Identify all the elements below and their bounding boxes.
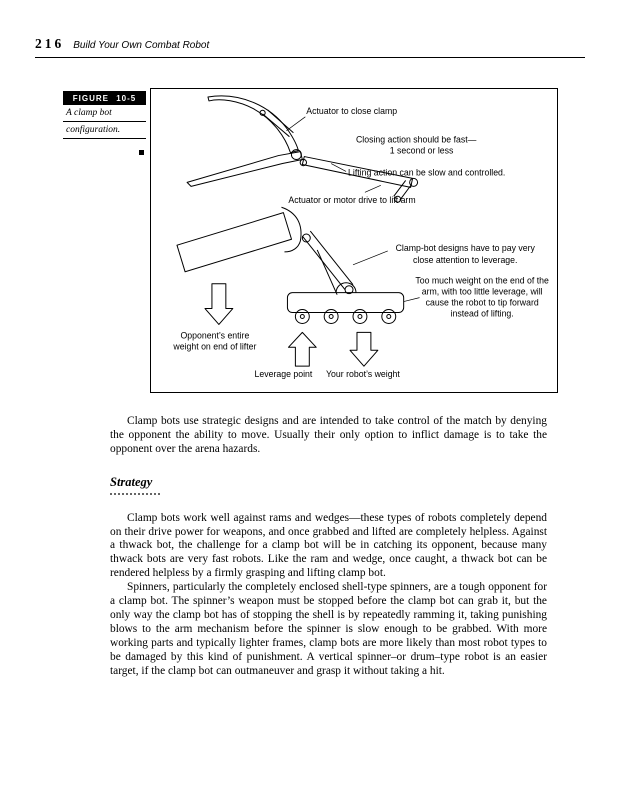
label-robot-weight: Your robot’s weight bbox=[326, 369, 400, 380]
force-arrows bbox=[205, 284, 378, 366]
figure-frame bbox=[150, 88, 558, 393]
label-lifting-action: Lifting action can be slow and controlled. bbox=[348, 167, 506, 178]
label-actuator-lift-arm: Actuator or motor drive to lift arm bbox=[288, 195, 416, 206]
label-leverage-note-line-1: Clamp-bot designs have to pay very bbox=[395, 242, 535, 253]
figure-caption-end bbox=[63, 139, 146, 160]
label-tip-note-line-1: Too much weight on the end of the bbox=[415, 275, 549, 286]
figure-caption-line-2: configuration. bbox=[63, 122, 146, 139]
bottom-leader-lines bbox=[353, 251, 420, 302]
page-number: 216 bbox=[35, 36, 65, 51]
label-closing-action-line-1: Closing action should be fast— bbox=[355, 134, 477, 145]
figure-caption-line-1: A clamp bot bbox=[63, 105, 146, 122]
label-tip-note-line-4: instead of lifting. bbox=[450, 308, 514, 319]
label-leverage-note-line-2: close attention to leverage. bbox=[413, 254, 518, 265]
label-leverage-point: Leverage point bbox=[254, 369, 313, 380]
strategy-heading bbox=[110, 476, 547, 495]
label-opponent-weight-line-2: weight on end of lifter bbox=[173, 341, 257, 352]
strategy-paragraph-1: Clamp bots work well against rams and wedges—these types of robots completely depend on their drive power for weapons, and once grabbed and lifted are completely helpless. Against a thwack bot, the challenge for a clamp bot will be in catching its opponent, because many thwack bots are very fast robots. Like the ram and wedge, once caught, a thwack bot can be rendered helpless by a firmly grasping and lifting clamp bot. bbox=[110, 511, 547, 580]
label-closing-action-line-2: 1 second or less bbox=[389, 145, 454, 156]
running-head bbox=[35, 36, 585, 58]
clamp-bot-diagram bbox=[151, 89, 557, 392]
figure-caption-end-marker bbox=[139, 150, 144, 155]
book-title: Build Your Own Combat Robot bbox=[73, 40, 210, 51]
body-text bbox=[110, 415, 547, 679]
figure-caption-block bbox=[63, 91, 146, 160]
opponent-weight-down-arrow bbox=[205, 284, 233, 325]
figure-label: FIGURE 10-5 bbox=[63, 91, 146, 105]
label-tip-note-line-2: arm, with too little leverage, will bbox=[421, 286, 543, 297]
label-actuator-to-close-clamp: Actuator to close clamp bbox=[306, 105, 398, 116]
intro-paragraph: Clamp bots use strategic designs and are intended to take control of the match by denying the opponent the ability to move. Usually their only option to inflict damage is to take the opponent over the arena hazards. bbox=[110, 415, 547, 455]
label-opponent-weight-line-1: Opponent’s entire bbox=[180, 330, 250, 341]
clamp-bot-robot-drawing bbox=[177, 207, 404, 323]
label-tip-note-line-3: cause the robot to tip forward bbox=[425, 297, 539, 308]
strategy-paragraph-2: Spinners, particularly the completely enclosed shell-type spinners, are a tough opponent for a clamp bot. The spinner’s weapon must be stopped before the clamp bot can grab it, but the only way the clamp bot has of stopping the shell is by repeatedly ramming it, taking punishing blows to the arm mechanism before the spinner is slow enough to be grabbed. With more working parts and typically lighter frames, clamp bots are more likely than most robot types to be damaged by this kind of punishment. A vertical spinner–or drum–type robot is an easier target, if the clamp bot can outmaneuver and grasp it without taking a hit. bbox=[110, 581, 547, 677]
leverage-point-up-arrow bbox=[288, 332, 316, 366]
strategy-heading-text: Strategy bbox=[110, 476, 160, 495]
robot-weight-down-arrow bbox=[350, 332, 378, 366]
